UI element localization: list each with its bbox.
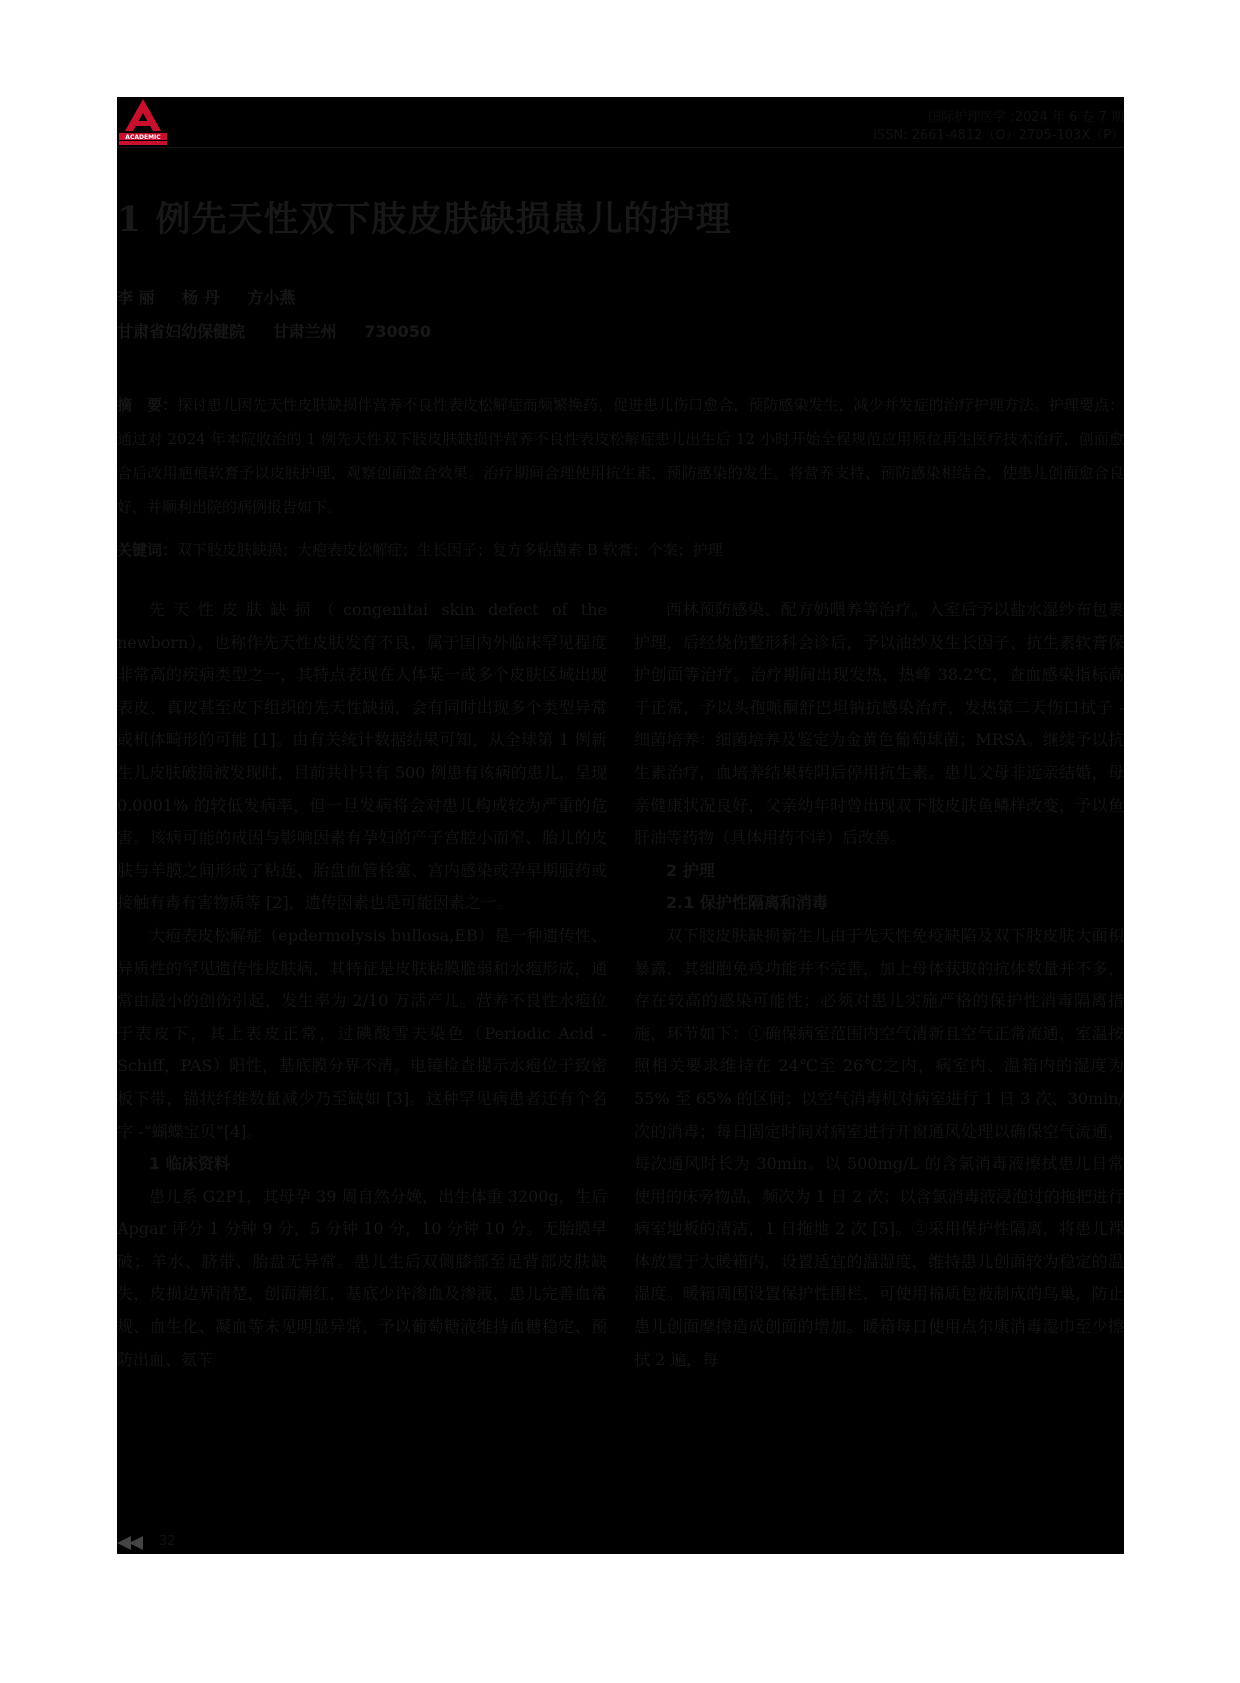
section-heading: 2 护理 (666, 860, 715, 880)
back-arrow-icon (117, 1536, 145, 1550)
affiliation-institution: 甘肃省妇幼保健院 (117, 322, 246, 341)
abstract (117, 388, 1124, 524)
journal-header (873, 109, 1124, 145)
logo-text: ACADEMIC (125, 134, 161, 141)
keywords (117, 533, 1124, 567)
body-paragraph: 患儿系 G2P1，其母孕 39 周自然分娩，出生体重 3200g，生后 Apgar 评分 1 分钟 9 分，5 分钟 10 分，10 分钟 10 分。无胎膜早破；羊水、脐带、胎盘无异常。患儿生后双侧膝部至足背部皮肤缺失，皮损边界清楚，创面潮红，基底少许渗血及渗液，患儿完善血常规、血生化、凝血等未见明显异常，予以葡萄糖液维持血糖稳定、预防出血、氨苄 (117, 1186, 607, 1369)
issn-line: ISSN: 2661-4812（O）2705-103X（P） (873, 128, 1124, 143)
body-paragraph: 大疱表皮松解症（epdermolysis bullosa,EB）是一种遗传性、异质性的罕见遗传性皮肤病，其特征是皮肤粘膜脆弱和水疱形成，通常由最小的创伤引起，发生率为 2/10 万活产儿。营养不良性水疱位于表皮下，其上表皮正常，过碘酸雪夫染色（Periodic Acid -Schiff，PAS）阳性，基底膜分界不清。电镜检查提示水疱位于致密板下带，锚状纤维数量减少乃至缺如 [3]。这种罕见病患者还有个名字 -“蝴蝶宝贝”[4]。 (117, 925, 607, 1141)
article-title: 1 例先天性双下肢皮肤缺损患儿的护理 (117, 199, 732, 240)
body-column-right (634, 594, 1124, 1376)
author-name: 方小燕 (247, 288, 296, 307)
page-number: 32 (159, 1534, 176, 1549)
section-heading: 1 临床资料 (149, 1154, 230, 1174)
affiliation (117, 319, 453, 342)
academic-logo (117, 97, 169, 147)
page-footer (117, 1532, 317, 1554)
abstract-text: 探讨患儿因先天性皮肤缺损伴营养不良性表皮松解症而频繁换药，促进患儿伤口愈合，预防感染发生，减少并发症的治疗护理方法。护理要点：通过对 2024 年本院收治的 1 例先天性双下肢皮肤缺损伴营养不良性表皮松解症患儿出生后 12 小时开始全程规范应用原位再生医疗技术治疗，创面愈合后改用疤痕软膏予以皮肤护理，观察创面愈合效果。治疗期间合理使用抗生素，预防感染的发生。将营养支持、预防感染相结合，使患儿创面愈合良好，并顺利出院的病例报告如下。 (117, 396, 1124, 516)
author-list (117, 285, 317, 308)
keywords-text: 双下肢皮肤缺损；大疱表皮松解症；生长因子；复方多粘菌素 B 软膏；个案；护理 (177, 541, 723, 559)
page-panel (117, 97, 1124, 1554)
author-name: 李 丽 (117, 288, 155, 307)
header-divider (117, 147, 1124, 148)
affiliation-postcode: 730050 (364, 322, 431, 341)
body-column-left (117, 594, 607, 1376)
section-heading: 2.1 保护性隔离和消毒 (666, 893, 828, 913)
body-paragraph: 双下肢皮肤缺损新生儿由于先天性免疫缺陷及双下肢皮肤大面积暴露，其细胞免疫功能并不完善，加上母体获取的抗体数量并不多，存在较高的感染可能性；必须对患儿实施严格的保护性消毒隔离措施，环节如下：①确保病室范围内空气清新且空气正常流通，室温按照相关要求维持在 24℃至 26℃之内，病室内、温箱内的湿度为 55% 至 65% 的区间；以空气消毒机对病室进行 1 日 3 次、30min/ 次的消毒；每日固定时间对病室进行开窗通风处理以确保空气流通，每次通风时长为 30min。以 500mg/L 的含氯消毒液擦拭患儿日常使用的床旁物品，频次为 1 日 2 次；以含氯消毒液浸泡过的拖把进行病室地板的清洁，1 日拖地 2 次 [5]。②采用保护性隔离，将患儿裸体放置于大暖箱内，设置适宜的温湿度，维持患儿创面较为稳定的温湿度。暖箱周围设置保护性围栏，可使用棉质包被制成的鸟巢，防止患儿创面摩擦造成创面的增加。暖箱每日使用点尔康消毒湿巾至少擦拭 2 遍，每 (634, 925, 1124, 1369)
author-name: 杨 丹 (182, 288, 220, 307)
body-paragraph: 西林预防感染、配方奶喂养等治疗。入室后予以盐水湿纱布包裹护理，后经烧伤整形科会诊后，予以油纱及生长因子、抗生素软膏保护创面等治疗。治疗期间出现发热，热峰 38.2℃，查血感染指标高于正常，予以头孢哌酮舒巴坦钠抗感染治疗，发热第二天伤口拭子 - 细菌培养：细菌培养及鉴定为金黄色葡萄球菌；MRSA。继续予以抗生素治疗，血培养结果转阴后停用抗生素。患儿父母非近亲结婚，母亲健康状况良好，父亲幼年时曾出现双下肢皮肤鱼鳞样改变，予以鱼肝油等药物（具体用药不详）后改善。 (634, 600, 1124, 848)
journal-line: 国际护理医学 :2024 年 6 卷 7 期 (928, 110, 1124, 125)
body-paragraph: 先天性皮肤缺损（congenitai skin defect of the newborn），也称作先天性皮肤发育不良，属于国内外临床罕见程度非常高的疾病类型之一，其特点表现在人体某一或多个皮肤区域出现表皮、真皮甚至皮下组织的先天性缺损，会有同时出现多个类型异常或机体畸形的可能 [1]。由有关统计数据结果可知，从全球第 1 例新生儿皮肤破损被发现时，目前共计只有 500 例患有该病的患儿，呈现 0.0001% 的较低发病率，但一旦发病将会对患儿构成较为严重的危害。该病可能的成因与影响因素有孕妇的产子宫腔小而窄、胎儿的皮肤与羊膜之间形成了粘连、胎盘血管栓塞、宫内感染或孕早期服药或接触有毒有害物质等 [2]，遗传因素也是可能因素之一。 (117, 600, 607, 913)
abstract-label: 摘 要： (117, 396, 178, 414)
keywords-label: 关键词： (117, 541, 178, 559)
affiliation-city: 甘肃兰州 (272, 322, 337, 341)
